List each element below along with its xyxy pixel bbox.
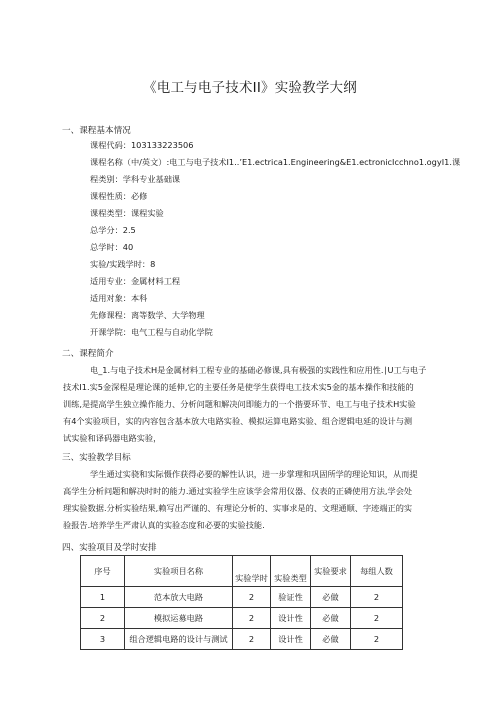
header-lab-type: 实验类型 [271,556,311,587]
cell-group-size: 2 [351,587,403,608]
applicable-major: 适用专业：金属材料工程 [90,276,181,286]
cell-hours: 2 [233,587,271,608]
course-name: 课程名称（中/英文）:电工与电子技术I1..’E1.ectrica1.Engineering&E1.ectronicIcchno1.ogyI1.课 [90,157,461,167]
objective-line: 验报告.培养学生严肃认真的实验态度和必要的实验技能. [63,520,265,530]
table-row [81,587,403,608]
cell-type: 设计性 [271,629,311,650]
course-category: 程类别：学科专业基础课 [90,174,181,184]
header-lab-hours: 实验学时 [233,556,271,587]
section4-heading: 四、实验项目及学时安排 [62,543,157,553]
cell-project-name: 组合逻辑电路的设计与测试 [125,629,233,650]
cell-group-size: 2 [351,608,403,629]
objective-line: 学生通过实骁和实际慑作获得必要的解性认识，进一步掌理和巩固所学的理论知识，从而提 [90,469,418,479]
course-nature: 课程性质：必修 [90,191,148,201]
course-code: 课程代码：103133223506 [90,140,194,150]
cell-project-name: 模拟运募电路 [125,608,233,629]
prerequisites: 先修课程：离等数学、大学物理 [90,310,205,320]
lab-hours: 实验/实践学时：8 [90,259,156,269]
cell-type: 设计性 [271,608,311,629]
header-project-name: 实验项目名称 [125,556,233,587]
target-students: 适用对象：本科 [90,293,148,303]
header-requirement: 实验要求 [311,556,351,587]
total-hours: 总学时：40 [90,242,134,252]
section2-heading: 二、课程简介 [62,349,114,359]
cell-requirement: 必做 [311,608,351,629]
offering-college: 开课学院：电气工程与自动化学院 [90,327,213,337]
intro-line: 试实验和译码器电路实验， [63,433,162,443]
objective-line: 高学生分析问题和解决时时的能力.通过实验学生应该学会常用仪器、仪表的正磷使用方法,学会处 [63,486,413,496]
header-index: 序号 [81,556,125,587]
header-group-size: 每组人数 [351,556,403,587]
section3-heading: 三、实验教学目标 [62,453,131,463]
cell-requirement: 必做 [311,629,351,650]
table-row [81,608,403,629]
lab-schedule-table [80,555,403,650]
document-title: 《电工与电子技术II》实验教学大纲 [143,80,357,96]
cell-hours: 2 [233,608,271,629]
cell-index: 2 [81,608,125,629]
course-type: 课程类型：课程实验 [90,208,164,218]
intro-line: 电_1.与电子技术H是金属材料工程专业的基础必修课,具有极强的实践性和应用性.∣U工与电子 [90,365,427,375]
cell-index: 3 [81,629,125,650]
cell-requirement: 必做 [311,587,351,608]
intro-line: 技术I1.实5金深程是理论课的延伸,它的主要任务是使学生获得电工技术实5金的基本操作和技能的 [63,382,414,392]
intro-line: 训练,是提高学生独立操作能力、分析问题和解决问即能力的一个揩要环节、电工与电子技术H实验 [63,399,416,409]
table-row [81,629,403,650]
total-credits: 总学分：2.5 [90,225,136,235]
cell-type: 验证性 [271,587,311,608]
table-header-row [81,556,403,587]
cell-project-name: 范本放大电路 [125,587,233,608]
objective-line: 理实验数据.分析实验结果,赖写出严谨的、有理论分析的、实事求是的、文理通顺、字迹端正的实 [63,503,413,513]
cell-hours: 2 [233,629,271,650]
intro-line: 有4个实验项目，实的内容包含基本放大电路实验、模拟运算电路实验、组合逻辑电延的设计与测 [63,416,413,426]
section1-heading: 一、课程基本情况 [62,126,131,136]
cell-index: 1 [81,587,125,608]
cell-group-size: 2 [351,629,403,650]
